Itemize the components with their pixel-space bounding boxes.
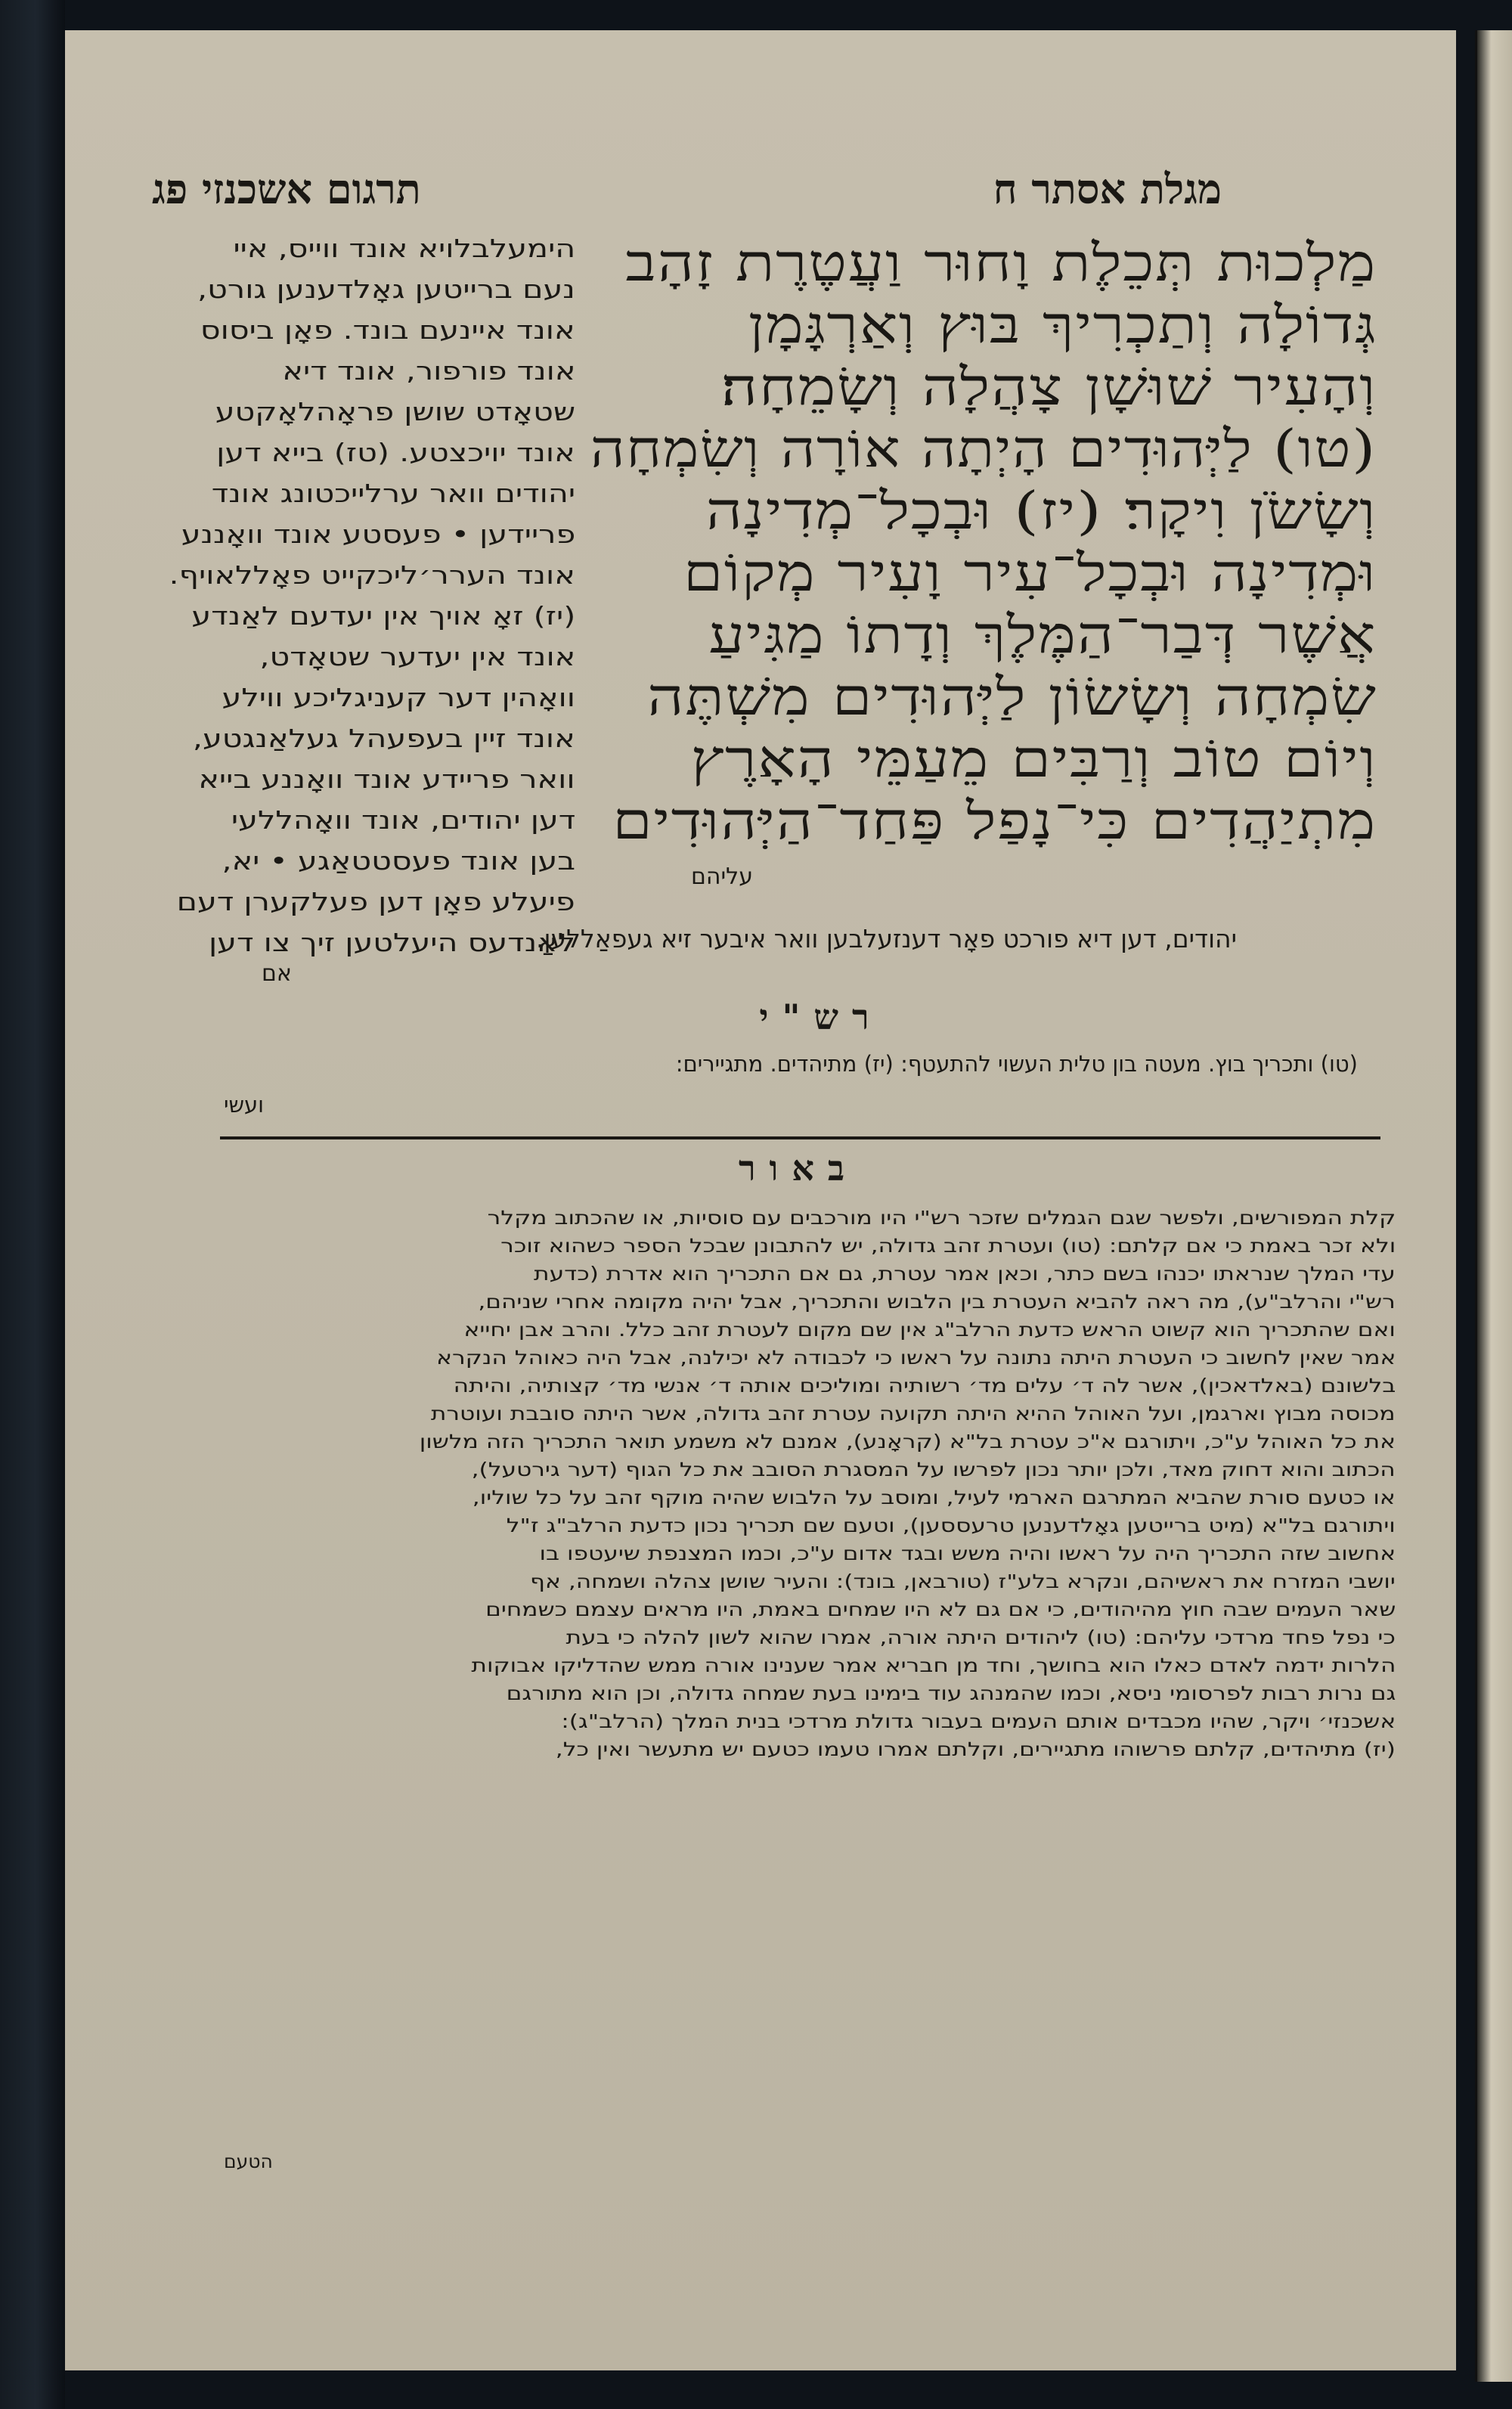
yiddish-line: אונד אין יעדער שטאָדט,	[259, 642, 575, 671]
scripture-header: מגלת אסתר ח	[993, 165, 1222, 213]
scripture-line: מִתְיַהֲדִים כִּי־נָפַל פַּחַד־הַיְּהוּדִים	[612, 792, 1377, 851]
yiddish-line: נעם ברייטען גאָלדענען גורט,	[197, 274, 575, 304]
biur-line: מכוסה מבוץ וארגמן, ועל האוהל ההיא היתה תקועה עטרת זהב גדולה, אשר היתה סובבת ועוטרת	[431, 1403, 1396, 1425]
biur-commentary	[141, 1204, 1396, 1763]
biur-line: אמר שאין לחשוב כי העטרת היתה נתונה על ראשו כי לכבודה לא יכילנה, אבל היה כאוהל הנקרא	[435, 1347, 1396, 1369]
biur-line: או כטעם סורת שהביא המתרגם הארמי לעיל, ומוסב על הלבוש שהיה מוקף זהב על כל שוליו,	[472, 1487, 1396, 1508]
scripture-line: אֲשֶׁר דְּבַר־הַמֶּלֶךְ וְדָתוֹ מַגִּיעַ	[708, 606, 1377, 665]
biur-line: ויתורגם בל"א (מיט ברייטען גאָלדענען טרעססען), וטעם שם תכריך נכון כדעת הרלב"ג ז"ל	[506, 1515, 1396, 1536]
biur-line: יושבי המזרח את ראשיהם, ונקרא בלע"ז (טורבאן, בונד): והעיר שושן צהלה ושמחה, אף	[530, 1570, 1396, 1592]
biur-line: רש"י והרלב"ע), מה ראה להביא העטרת בין הלבוש והתכריך, אבל יהיה מקומה אחרי שניהם,	[478, 1291, 1396, 1313]
yiddish-line: אונד יויכצטע. (טז) בייא דען	[216, 438, 575, 467]
yiddish-line: אונד הערר׳ליכקייט פאָללאויף.	[169, 560, 575, 590]
yiddish-line: בען אונד פעסטטאַגע • יא,	[222, 846, 575, 876]
scripture-line: וְשָׂשֹׂן וִיקָר׃ (יז) וּבְכָל־מְדִינָה	[705, 482, 1377, 541]
yiddish-line: וואר פריידע אונד וואָננע בייא	[198, 764, 575, 794]
divider-rule	[220, 1136, 1380, 1139]
biur-line: קלת המפורשים, ולפשר שגם הגמלים שזכר רש"י היו מורכבים עם סוסיות, או שהכתוב מקלר	[487, 1207, 1396, 1229]
biur-line: הכתוב והוא דחוק מאד, ולכן יותר נכון לפרשו על המסגרת הסובב את כל הגוף (דער גירטעל),	[471, 1459, 1396, 1480]
rashi-text: (טו) ותכריך בוץ. מעטה בון טלית העשוי להתעטף: (יז) מתיהדים. מתגיירים:	[675, 1051, 1358, 1077]
yiddish-line: אונד זיין בעפעהל געלאַנגטע,	[193, 724, 575, 753]
biur-line: גם נרות רבות לפרסומי ניסא, וכמו שהמנהג עוד בימינו בעת שמחה גדולה, וכן הוא מתורגם	[506, 1682, 1396, 1704]
biur-line: את כל האוהל ע"כ, ויתורגם א"כ עטרת בל"א (קראָנע), אמנם לא משמע תואר התכריך הזה מלשון	[419, 1431, 1396, 1453]
biur-title: באור	[738, 1148, 859, 1189]
rashi-catchword: ועשי	[224, 1092, 265, 1118]
biur-line: שאר העמים שבה חוץ מהיהודים, כי אם גם לא היו שמחים באמת, היו מראים עצמם כשמחים	[485, 1598, 1396, 1620]
yiddish-line: דען יהודים, אונד וואָהללעי	[231, 805, 575, 835]
scripture-line: גְּדוֹלָה וְתַכְרִיךְ בּוּץ וְאַרְגָּמָן	[748, 296, 1377, 355]
scripture-line: וְהָעִיר שׁוּשָׁן צָהֲלָה וְשָׂמֵחָה׃	[720, 358, 1377, 417]
scripture-line: וּמְדִינָה וּבְכָל־עִיר וָעִיר מְקוֹם	[683, 544, 1377, 603]
yiddish-line: שטאָדט שושן פראָהלאָקטע	[215, 397, 575, 426]
scripture-line: (טו) לַיְּהוּדִים הָיְתָה אוֹרָה וְשִׂמְחָה	[590, 420, 1377, 479]
yiddish-continuation: יהודים, דען דיא פורכט פאָר דענזעלבען וואר איבער זיא געפאַללען.	[536, 924, 1237, 953]
facing-page-edge	[1475, 30, 1512, 2382]
yiddish-line: (יז) זאָ אויך אין יעדעם לאַנדע	[191, 601, 575, 631]
biur-line: ולא זכר באמת כי אם קלתם: (טו) ועטרת זהב גדולה, יש להתבונן שבכל הספר כשהוא זוכר	[500, 1235, 1396, 1257]
yiddish-column	[137, 228, 575, 963]
scripture-line: מַלְכוּת תְּכֵלֶת וָחוּר וַעֲטֶרֶת זָהָב	[625, 234, 1377, 293]
biur-catchword: הטעם	[224, 2150, 273, 2172]
yiddish-line: לאַנדעס היעלטען זיך צו דען	[208, 928, 575, 957]
biur-line: (יז) מתיהדים, קלתם פרשוהו מתגיירים, וקלתם אמרו טעמו כטעם יש מתעשר ואין כל,	[555, 1738, 1396, 1760]
yiddish-line: וואָהין דער קעניגליכע ווילע	[222, 683, 575, 712]
book-page	[65, 30, 1456, 2370]
biur-line: כי נפל פחד מרדכי עליהם: (טו) ליהודים היתה אורה, אמרו שהוא לשון להלה כי בעת	[565, 1626, 1396, 1648]
yiddish-line: פריידען • פעסטע אונד וואָננע	[181, 519, 575, 549]
yiddish-line: אונד איינעם בונד. פאָן ביסוס	[200, 315, 575, 345]
biur-line: עדי המלך שנראתו יכנהו בשם כתר, וכאן אמר עטרת, גם אם התכריך הוא אדרת (כדעת	[534, 1263, 1396, 1285]
scripture-line: וְיוֹם טוֹב וְרַבִּים מֵעַמֵּי הָאָרֶץ	[690, 730, 1377, 789]
yiddish-line: פיעלע פאָן דען פעלקערן דעם	[176, 887, 575, 916]
yiddish-catchword: אם	[262, 960, 292, 987]
biur-line: ואם שהתכריך הוא קשוט הראש כדעת הרלב"ג אין שם מקום לעטרת זהב כלל. והרב אבן יחייא	[463, 1319, 1396, 1341]
targum-header: תרגום אשכנזי פג	[152, 165, 421, 213]
yiddish-line: יהודים וואר ערלייכטונג אונד	[211, 479, 575, 508]
yiddish-line: אונד פורפור, אונד דיא	[281, 356, 575, 386]
scripture-line: שִׂמְחָה וְשָׂשׂוֹן לַיְּהוּדִים מִשְׁתֶּה	[646, 668, 1377, 727]
biur-line: בלשונם (באלדאכין), אשר לה ד׳ עלים מד׳ רשותיה ומוליכים אותה ד׳ אנשי מד׳ קצותיה, והיתה	[453, 1375, 1396, 1397]
scripture-catchword: עליהם	[690, 863, 753, 890]
biur-line: אשכנזי׳ ויקר, שהיו מכבדים אותם העמים בעבור גדולת מרדכי בנית המלך (הרלב"ג):	[560, 1710, 1396, 1732]
biur-line: אחשוב שזה התכריך היה על ראשו והיה משש ובגד אדום ע"כ, וכמו המצנפת שיעטפו בו	[539, 1542, 1396, 1564]
biur-line: הלרות ידמה לאדם כאלו הוא בחושך, וחד מן חבריא אמר שענינו אורה ממש שהדליקו אבוקות	[471, 1654, 1396, 1676]
scripture-block	[590, 233, 1377, 853]
rashi-title: רש"י	[759, 997, 883, 1037]
yiddish-line: הימעלבלויא אונד ווייס, איי	[233, 234, 575, 263]
book-spine	[0, 0, 65, 2409]
